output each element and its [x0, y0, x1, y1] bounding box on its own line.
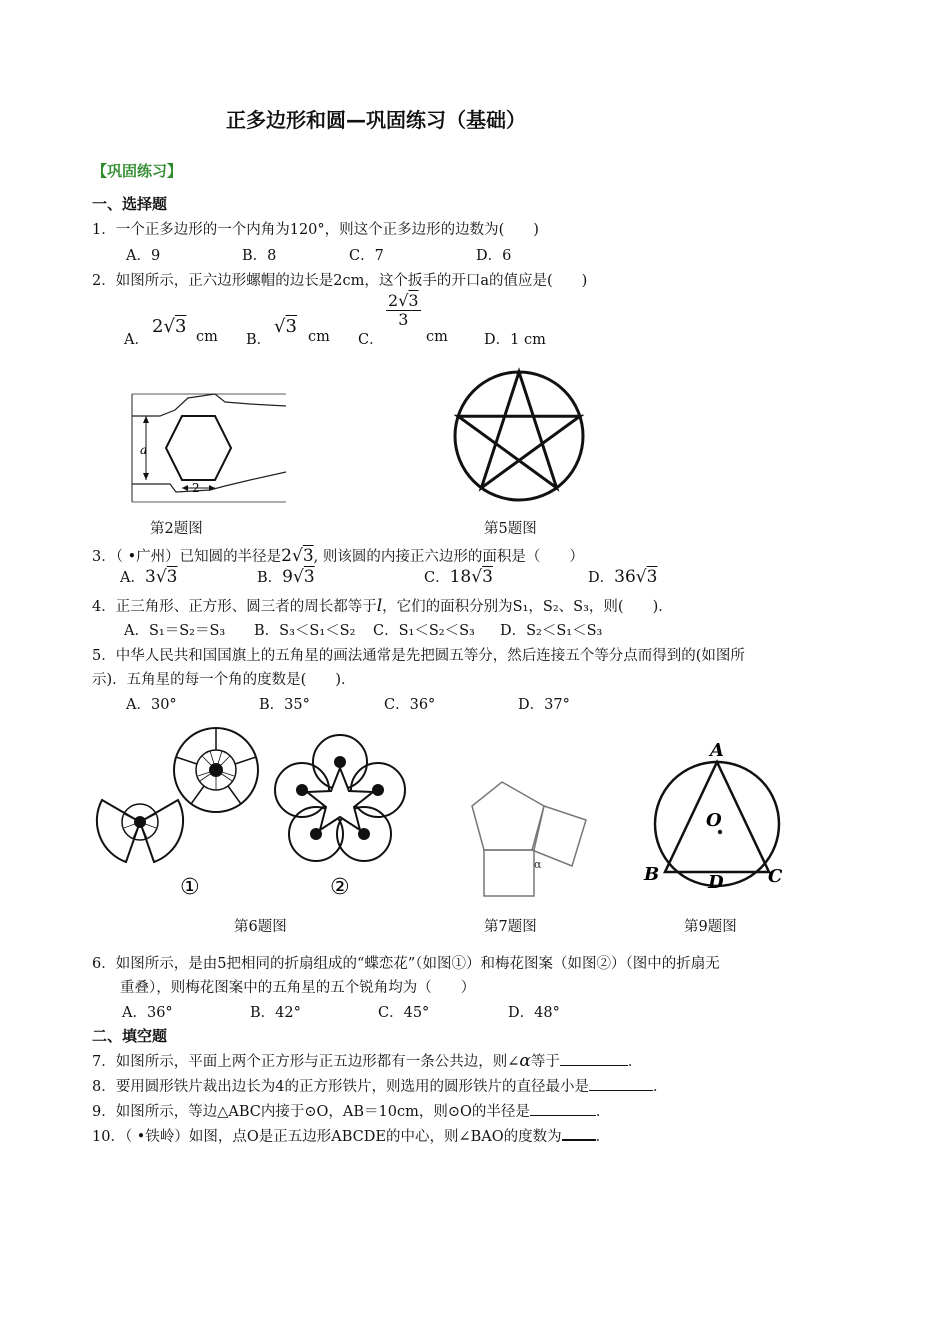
question-6-line-1: 6．如图所示，是由5把相同的折扇组成的“蝶恋花”（如图①）和梅花图案（如图②）（图中的折扇无 [92, 956, 720, 972]
question-2: 2．如图所示，正六边形螺帽的边长是2cm，这个扳手的开口a的值应是( ) [92, 273, 588, 289]
part2-heading: 二、填空题 [92, 1027, 168, 1045]
figure-5-caption: 第5题图 [484, 521, 537, 537]
q4-option-c: C．S₁＜S₂＜S₃ [373, 623, 475, 639]
figure-9-triangle-circle [642, 740, 792, 892]
q4-option-b: B．S₃＜S₁＜S₂ [254, 623, 356, 639]
q6-option-d: D．48° [508, 1005, 560, 1021]
q5-option-b: B．35° [259, 697, 310, 713]
figure-9-caption: 第9题图 [684, 919, 737, 935]
fig6-label-1: ① [180, 875, 200, 900]
q1-option-a: A．9 [126, 248, 161, 264]
q1-option-d: D．6 [476, 248, 512, 264]
fig7-alpha-label: α [534, 858, 542, 871]
q2-option-c-unit: cm [426, 329, 448, 345]
part1-heading: 一、选择题 [92, 195, 168, 213]
fig6-label-2: ② [330, 875, 350, 900]
question-5-line-1: 5．中华人民共和国国旗上的五角星的画法通常是先把圆五等分，然后连接五个等分点而得到的(如图所 [92, 648, 745, 664]
figure-2-wrench-diagram [130, 392, 286, 504]
q9-answer-blank[interactable] [530, 1101, 596, 1116]
question-10: 10．（ •铁岭）如图，点O是正五边形ABCDE的中心，则∠BAO的度数为 ． [92, 1125, 610, 1146]
q2-option-b: B． [246, 332, 272, 348]
q2-option-a: A． [124, 332, 149, 348]
q10-answer-blank[interactable] [562, 1125, 596, 1141]
fig9-label-a: A [710, 740, 724, 761]
q5-option-d: D．37° [518, 697, 570, 713]
q3-option-d: D．36√3 [588, 567, 658, 587]
figure-2-caption: 第2题图 [150, 521, 203, 537]
fig9-label-o: O [706, 810, 722, 831]
q2-option-b-value: √3 [274, 316, 297, 337]
fig9-label-c: C [768, 866, 783, 887]
fig2-label-a: a [140, 443, 148, 457]
q3-option-a: A．3√3 [120, 567, 178, 587]
fig9-label-d: D [708, 872, 724, 893]
question-1: 1．一个正多边形的一个内角为120°，则这个正多边形的边数为( ) [92, 222, 539, 238]
figure-7-pentagon-squares [468, 780, 588, 900]
figure-6-caption: 第6题图 [234, 919, 287, 935]
fig2-label-2: 2 [192, 481, 200, 495]
q4-option-a: A．S₁＝S₂＝S₃ [124, 623, 226, 639]
question-7: 7．如图所示，平面上两个正方形与正五边形都有一条公共边，则∠α等于 ． [92, 1051, 643, 1071]
question-3: 3．（ •广州）已知圆的半径是2√3, 则该圆的内接正六边形的面积是（ ） [92, 546, 584, 566]
fig9-label-b: B [644, 864, 660, 885]
q3-option-b: B．9√3 [257, 567, 315, 587]
q4-option-d: D．S₂＜S₁＜S₃ [500, 623, 603, 639]
section-label: 【巩固练习】 [92, 162, 183, 180]
q6-option-c: C．45° [378, 1005, 430, 1021]
q2-option-b-unit: cm [308, 329, 330, 345]
q6-option-a: A．36° [122, 1005, 173, 1021]
q5-option-c: C．36° [384, 697, 436, 713]
question-5-line-2: 示)．五角星的每一个角的度数是( )． [92, 672, 356, 688]
question-6-line-2: 重叠），则梅花图案中的五角星的五个锐角均为（ ） [120, 980, 476, 996]
q2-option-a-value: 2√3 [152, 316, 187, 337]
q1-option-c: C．7 [349, 248, 384, 264]
figure-6-folding-fans [98, 724, 398, 900]
q2-option-c-fraction: $\frac{2√3}{3}$ [388, 291, 419, 329]
figure-7-caption: 第7题图 [484, 919, 537, 935]
q2-option-d: D．1 cm [484, 332, 546, 348]
q2-option-a-unit: cm [196, 329, 218, 345]
question-4: 4．正三角形、正方形、圆三者的周长都等于l，它们的面积分别为S₁，S₂、S₃，则( )． [92, 596, 673, 616]
question-8: 8．要用圆形铁片裁出边长为4的正方形铁片，则选用的圆形铁片的直径最小是 ． [92, 1075, 667, 1096]
figure-5-star-circle [451, 368, 587, 504]
q2-option-c: C． [358, 332, 384, 348]
q6-option-b: B．42° [250, 1005, 301, 1021]
q8-answer-blank[interactable] [589, 1076, 653, 1091]
q3-option-c: C．18√3 [424, 567, 493, 587]
q7-answer-blank[interactable] [560, 1051, 628, 1066]
question-9: 9．如图所示，等边△ABC内接于⊙O，AB＝10cm，则⊙O的半径是 ． [92, 1100, 610, 1121]
page-title: 正多边形和圆—巩固练习（基础） [226, 108, 526, 132]
q1-option-b: B．8 [242, 248, 277, 264]
q5-option-a: A．30° [126, 697, 177, 713]
